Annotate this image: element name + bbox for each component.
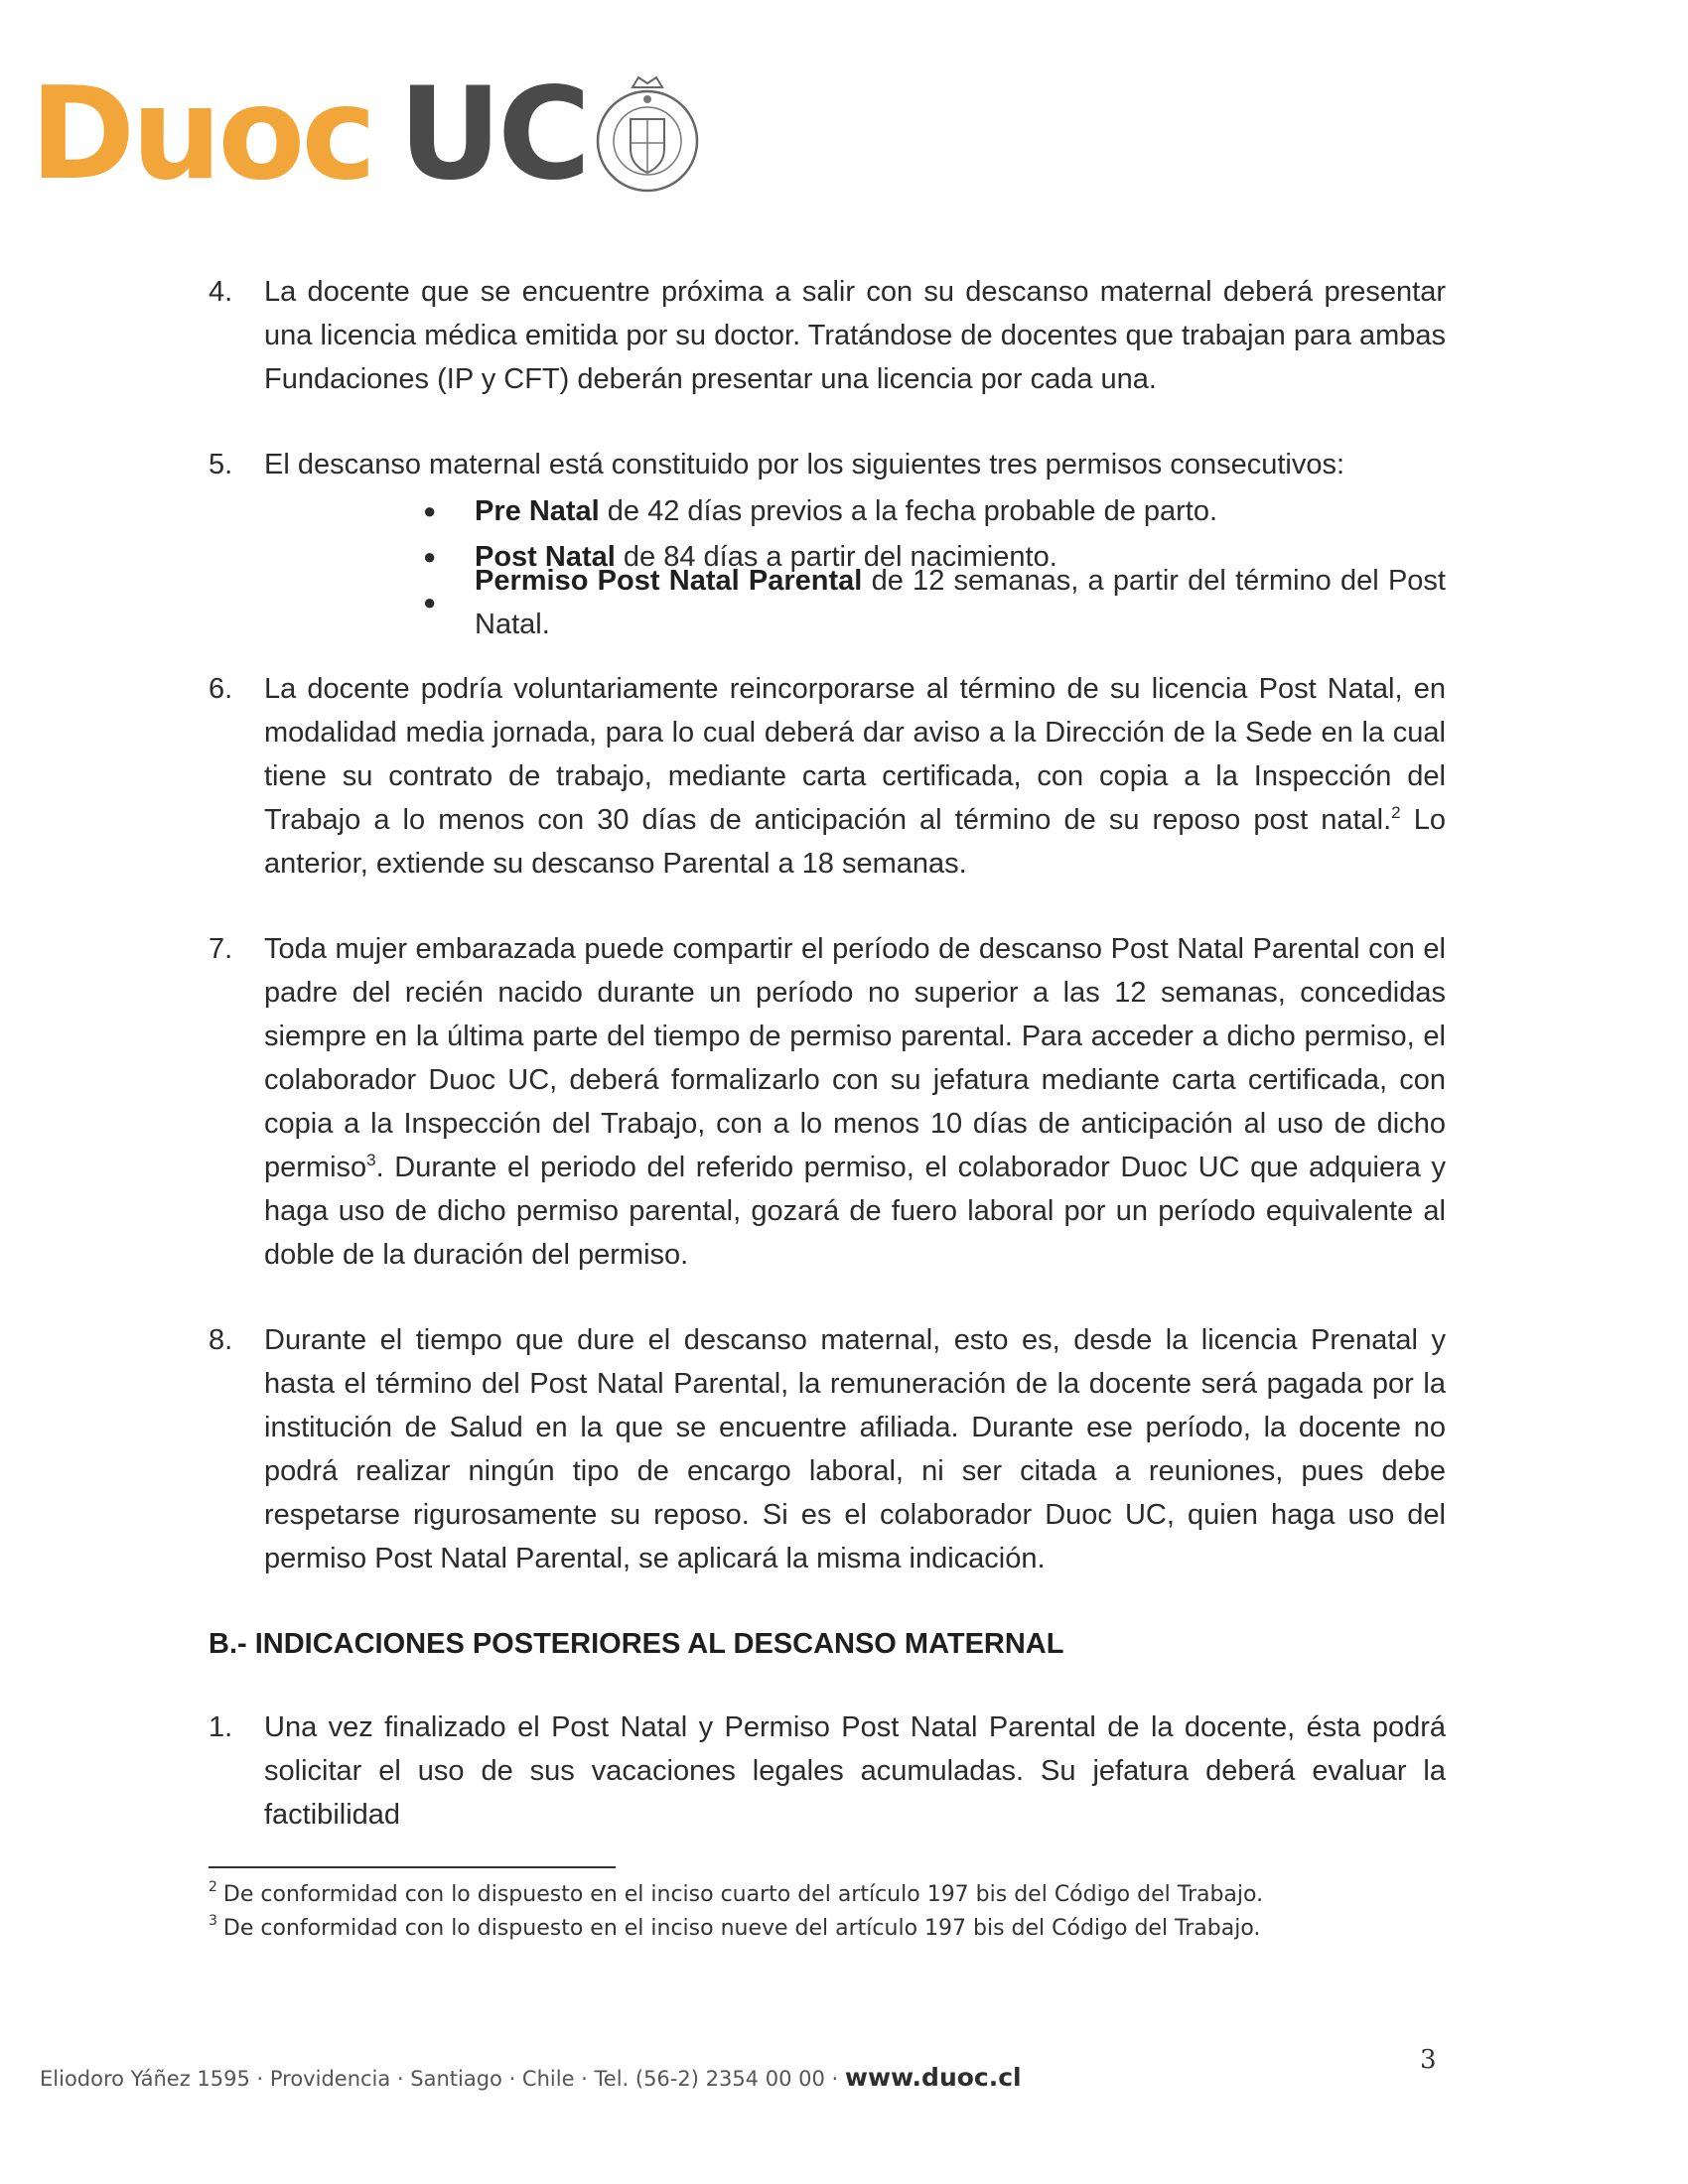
item-text-part: Lo anterior, extiende su descanso Parental a 18 semanas. — [264, 804, 1446, 880]
item-text-part: Toda mujer embarazada puede compartir el período de descanso Post Natal Parental con el padre del recién nacido durante un período no superior a las 12 semanas, concedidas siempre en la última parte del tiempo de permiso parental. Para acceder a dicho permiso, el colaborador Duoc UC, deberá formalizarlo con su jefatura mediante carta certificada, con copia a la Inspección del Trabajo, con a lo menos 10 días de anticipación al uso de dicho permiso — [264, 933, 1446, 1183]
bullet-item-parental — [423, 565, 1446, 640]
footer-website-link[interactable]: www.duoc.cl — [844, 2063, 1022, 2092]
item-number: 7. — [209, 933, 233, 965]
footnote-divider — [209, 1866, 616, 1868]
item-number: 5. — [209, 449, 233, 480]
logo-uc-text: UC — [398, 61, 588, 208]
item-text: El descanso maternal está constituido por los siguientes tres permisos consecutivos: — [264, 449, 1345, 480]
footnote-marker: 3 — [209, 1913, 217, 1929]
item-number: 8. — [209, 1324, 233, 1356]
bullet-term: Permiso Post Natal Parental — [475, 565, 863, 597]
list-item-4 — [209, 270, 1446, 401]
bullet-item-pre-natal — [423, 488, 1446, 534]
university-seal-icon — [593, 73, 702, 203]
logo-duoc-text: Duoc — [30, 61, 373, 208]
item-text: Durante el tiempo que dure el descanso maternal, esto es, desde la licencia Prenatal y hasta el término del Post Natal Parental, la remuneración de la docente será pagada por la institución de Salud en la que se encuentre afiliada. Durante ese período, la docente no podrá realizar ningún tipo de encargo laboral, ni ser citada a reuniones, pues debe respetarse rigurosamente su reposo. Si es el colaborador Duoc UC, quien haga uso del permiso Post Natal Parental, se aplicará la misma indicación. — [264, 1324, 1446, 1574]
footer-address: Eliodoro Yáñez 1595 · Providencia · Santiago · Chile · Tel. (56-2) 2354 00 00 · — [40, 2067, 845, 2091]
bullet-description: de 84 días a partir del nacimiento. — [615, 541, 1057, 573]
section-b-list-item-1 — [209, 1706, 1446, 1837]
item-number: 1. — [209, 1711, 233, 1743]
footnote-text: De conformidad con lo dispuesto en el inciso cuarto del artículo 197 bis del Código del Trabajo. — [222, 1882, 1264, 1907]
footnote-ref: 3 — [366, 1151, 376, 1169]
bullet-description: de 12 semanas, a partir del término del Post Natal. — [475, 565, 1446, 640]
item-number: 4. — [209, 276, 233, 308]
footnote-ref: 2 — [1391, 803, 1401, 822]
bullet-term: Post Natal — [475, 541, 616, 573]
footnote-2 — [209, 1878, 1446, 1912]
document-body — [209, 270, 1446, 1878]
permit-bullet-list — [264, 488, 1446, 640]
item-text-part: . Durante el periodo del referido permiso, el colaborador Duoc UC que adquiera y haga uso de dicho permiso parental, gozará de fuero laboral por un período equivalente al doble de la duración del permiso. — [264, 1152, 1446, 1271]
footnote-3 — [209, 1912, 1446, 1946]
item-text: La docente que se encuentre próxima a salir con su descanso maternal deberá presentar una licencia médica emitida por su doctor. Tratándose de docentes que trabajan para ambas Fundaciones (IP y CFT) deberán presentar una licencia por cada una. — [264, 276, 1446, 395]
item-number: 6. — [209, 673, 233, 705]
list-item-8 — [209, 1318, 1446, 1580]
duoc-uc-logo — [30, 61, 702, 220]
bullet-term: Pre Natal — [475, 495, 600, 527]
list-item-7 — [209, 927, 1446, 1277]
bullet-description: de 42 días previos a la fecha probable de parto. — [599, 495, 1218, 527]
item-text: Una vez finalizado el Post Natal y Permiso Post Natal Parental de la docente, ésta podrá solicitar el uso de sus vacaciones legales acumuladas. Su jefatura deberá evaluar la factibilidad — [264, 1711, 1446, 1831]
bullet-dot-icon: ● — [423, 590, 437, 614]
item-text — [264, 667, 1446, 886]
bullet-dot-icon: ● — [423, 544, 437, 569]
footnote-text: De conformidad con lo dispuesto en el inciso nueve del artículo 197 bis del Código del Trabajo. — [222, 1916, 1261, 1941]
item-text-part: La docente podría voluntariamente reincorporarse al término de su licencia Post Natal, en modalidad media jornada, para lo cual deberá dar aviso a la Dirección de la Sede en la cual tiene su contrato de trabajo, mediante carta certificada, con copia a la Inspección del Trabajo a lo menos con 30 días de anticipación al término de su reposo post natal. — [264, 673, 1446, 836]
footnotes — [209, 1878, 1446, 1946]
item-text — [264, 927, 1446, 1277]
bullet-dot-icon: ● — [423, 498, 437, 523]
section-b-heading: B.- INDICACIONES POSTERIORES AL DESCANSO MATERNAL — [209, 1628, 1064, 1660]
item-body — [264, 443, 1446, 640]
list-item-6 — [209, 667, 1446, 886]
footnote-marker: 2 — [209, 1879, 217, 1895]
page-number: 3 — [1420, 2045, 1437, 2075]
page-footer — [40, 2063, 1022, 2092]
list-item-5 — [209, 443, 1446, 640]
